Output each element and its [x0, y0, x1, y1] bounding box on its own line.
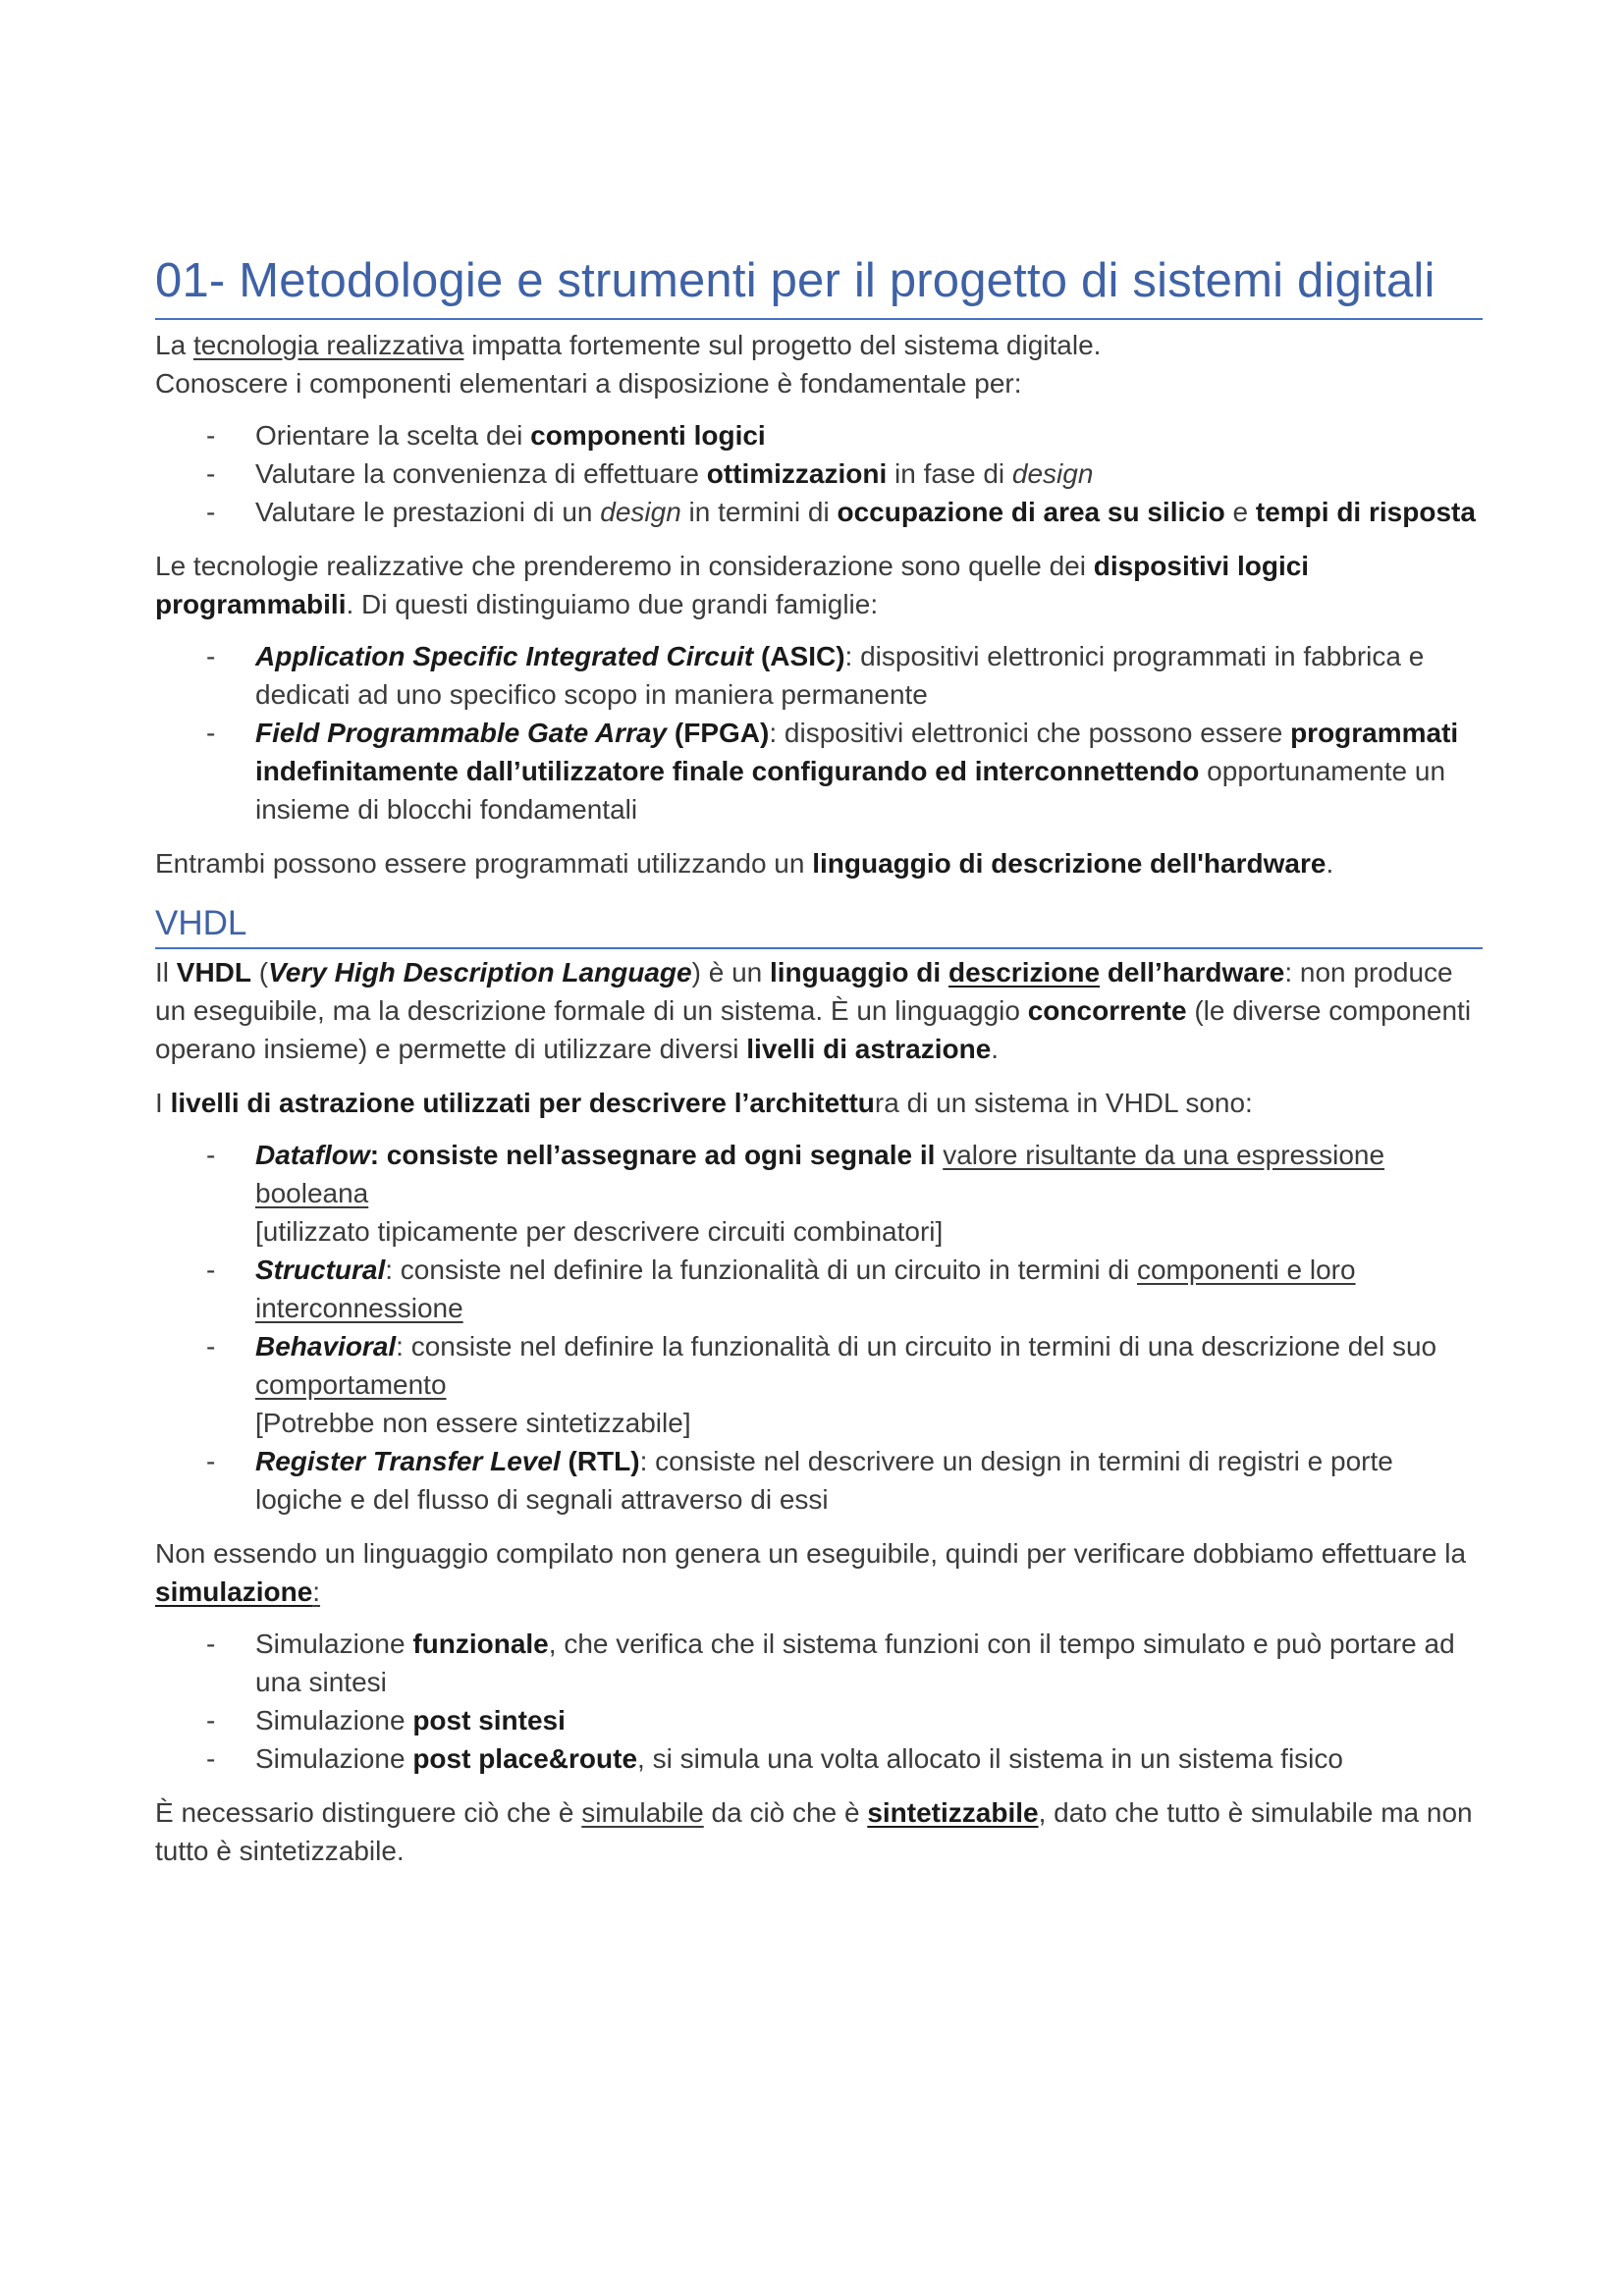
- italic-text: design: [600, 497, 681, 527]
- vhdl-intro-paragraph: [155, 953, 1483, 1068]
- list-item: [155, 1251, 1483, 1327]
- simulation-intro-paragraph: [155, 1534, 1483, 1611]
- text: : dispositivi elettronici che possono essere: [769, 718, 1291, 748]
- bold-text: (FPGA): [667, 718, 770, 748]
- text: impatta fortemente sul progetto del sistema digitale.: [463, 330, 1102, 360]
- text: da ciò che è: [703, 1797, 868, 1828]
- bold-underlined-text: simulazione: [155, 1576, 313, 1607]
- page-title: 01- Metodologie e strumenti per il progetto di sistemi digitali: [155, 250, 1483, 320]
- list-item: [155, 1327, 1483, 1442]
- bold-italic-text: Structural: [255, 1255, 386, 1285]
- italic-text: design: [1011, 458, 1094, 489]
- text: e: [1224, 497, 1256, 527]
- bold-text: linguaggio di: [770, 957, 948, 988]
- technologies-paragraph: [155, 547, 1483, 623]
- bold-text: ottimizzazioni: [706, 458, 888, 489]
- bold-italic-text: Field Programmable Gate Array: [255, 718, 668, 748]
- bold-text: livelli di astrazione: [746, 1034, 992, 1064]
- document-page: [155, 250, 1483, 1870]
- text: , dato che tutto è simulabile ma non tutto è sintetizzabile.: [155, 1797, 1473, 1866]
- note-text: [utilizzato tipicamente per descrivere circuiti combinatori]: [255, 1216, 944, 1247]
- bold-italic-text: Application Specific Integrated Circuit: [255, 641, 754, 671]
- text: ra di un sistema in VHDL sono:: [874, 1088, 1253, 1118]
- text: È necessario distinguere ciò che è: [155, 1797, 582, 1828]
- bold-underlined-text: sintetizzabile: [867, 1797, 1039, 1828]
- list-item: [155, 1739, 1483, 1778]
- bold-italic-text: Behavioral: [255, 1331, 397, 1362]
- text: Le tecnologie realizzative che prenderemo in considerazione sono quelle dei: [155, 551, 1094, 581]
- bold-italic-text: Register Transfer Level: [255, 1446, 561, 1476]
- bold-text: post sintesi: [412, 1705, 566, 1735]
- bold-italic-text: Dataflow: [255, 1140, 370, 1170]
- text: Simulazione: [255, 1705, 413, 1735]
- text: Valutare la convenienza di effettuare: [255, 458, 707, 489]
- text: :: [312, 1576, 321, 1607]
- bold-text: post place&route: [412, 1743, 638, 1774]
- text: Non essendo un linguaggio compilato non genera un eseguibile, quindi per verificare dobbiamo effettuare la: [155, 1538, 1467, 1569]
- bold-text: VHDL: [176, 957, 252, 988]
- abstraction-levels-list: [155, 1136, 1483, 1519]
- bold-text: funzionale: [412, 1629, 549, 1659]
- bold-text: dispositivi logici programmabili: [155, 551, 1310, 619]
- text: . Di questi distinguiamo due grandi famiglie:: [346, 589, 879, 619]
- text: : consiste nel definire la funzionalità di un circuito in termini di: [385, 1255, 1137, 1285]
- list-item: [155, 1442, 1483, 1519]
- text: La: [155, 330, 193, 360]
- list-item: [155, 714, 1483, 828]
- underlined-text: comportamento: [255, 1369, 447, 1400]
- bold-text: componenti logici: [530, 420, 766, 451]
- text: (: [251, 957, 269, 988]
- text: Entrambi possono essere programmati utilizzando un: [155, 848, 813, 879]
- underlined-text: valore risultante da una espressione booleana: [255, 1140, 1385, 1208]
- list-item: [155, 1701, 1483, 1739]
- text: Orientare la scelta dei: [255, 420, 531, 451]
- text: Il: [155, 957, 177, 988]
- bold-text: occupazione di area su silicio: [837, 497, 1225, 527]
- text: in termini di: [680, 497, 838, 527]
- text: (le diverse componenti operano insieme) e permette di utilizzare diversi: [155, 995, 1472, 1064]
- text: .: [1326, 848, 1334, 879]
- text: ) è un: [691, 957, 770, 988]
- underlined-text: simulabile: [581, 1797, 704, 1828]
- note-text: [Potrebbe non essere sintetizzabile]: [255, 1408, 691, 1438]
- bold-underlined-text: descrizione: [947, 957, 1101, 988]
- underlined-text: componenti e loro interconnessione: [255, 1255, 1356, 1323]
- bold-text: concorrente: [1027, 995, 1187, 1026]
- text: .: [991, 1034, 1000, 1064]
- bold-text: : consiste nell’assegnare ad ogni segnale il: [369, 1140, 944, 1170]
- bold-text: (ASIC): [753, 641, 845, 671]
- list-item: [155, 416, 1483, 454]
- both-paragraph: [155, 844, 1483, 882]
- text: in fase di: [887, 458, 1012, 489]
- bold-italic-text: Very High Description Language: [268, 957, 692, 988]
- text: : non produce un eseguibile, ma la descrizione formale di un sistema. È un linguaggio: [155, 957, 1453, 1026]
- text: Valutare le prestazioni di un: [255, 497, 601, 527]
- bold-text: linguaggio di descrizione dell'hardware: [812, 848, 1326, 879]
- bold-text: livelli di astrazione utilizzati per descrivere l’architettu: [170, 1088, 875, 1118]
- text: : consiste nel descrivere un design in termini di registri e porte logiche e del flusso di segnali attraverso di essi: [255, 1446, 1393, 1515]
- final-paragraph: [155, 1793, 1483, 1870]
- text: : consiste nel definire la funzionalità di un circuito in termini di una descrizione del suo: [396, 1331, 1437, 1362]
- text: Simulazione: [255, 1743, 413, 1774]
- underlined-text: tecnologia realizzativa: [192, 330, 464, 360]
- intro-paragraph-2: Conoscere i componenti elementari a disposizione è fondamentale per:: [155, 368, 1022, 399]
- bold-text: dell’hardware: [1100, 957, 1285, 988]
- bold-text: tempi di risposta: [1255, 497, 1476, 527]
- bold-text: programmati indefinitamente dall’utilizzatore finale configurando ed interconnettendo: [255, 718, 1459, 786]
- list-item: [155, 637, 1483, 714]
- list-item: [155, 1136, 1483, 1251]
- text: opportunamente un insieme di blocchi fondamentali: [255, 756, 1446, 825]
- list-item: [155, 454, 1483, 493]
- list-item: [155, 1625, 1483, 1701]
- list-item: [155, 493, 1483, 531]
- section-heading-vhdl: VHDL: [155, 902, 1483, 949]
- purpose-list: [155, 416, 1483, 531]
- text: : dispositivi elettronici programmati in fabbrica e dedicati ad uno specifico scopo in maniera permanente: [255, 641, 1425, 710]
- families-list: [155, 637, 1483, 828]
- simulation-list: [155, 1625, 1483, 1778]
- text: , si simula una volta allocato il sistema in un sistema fisico: [637, 1743, 1343, 1774]
- bold-text: (RTL): [560, 1446, 640, 1476]
- intro-paragraph-1: [155, 326, 1483, 364]
- text: Simulazione: [255, 1629, 413, 1659]
- levels-intro-paragraph: [155, 1084, 1483, 1122]
- text: I: [155, 1088, 171, 1118]
- text: , che verifica che il sistema funzioni con il tempo simulato e può portare ad una sintesi: [255, 1629, 1455, 1697]
